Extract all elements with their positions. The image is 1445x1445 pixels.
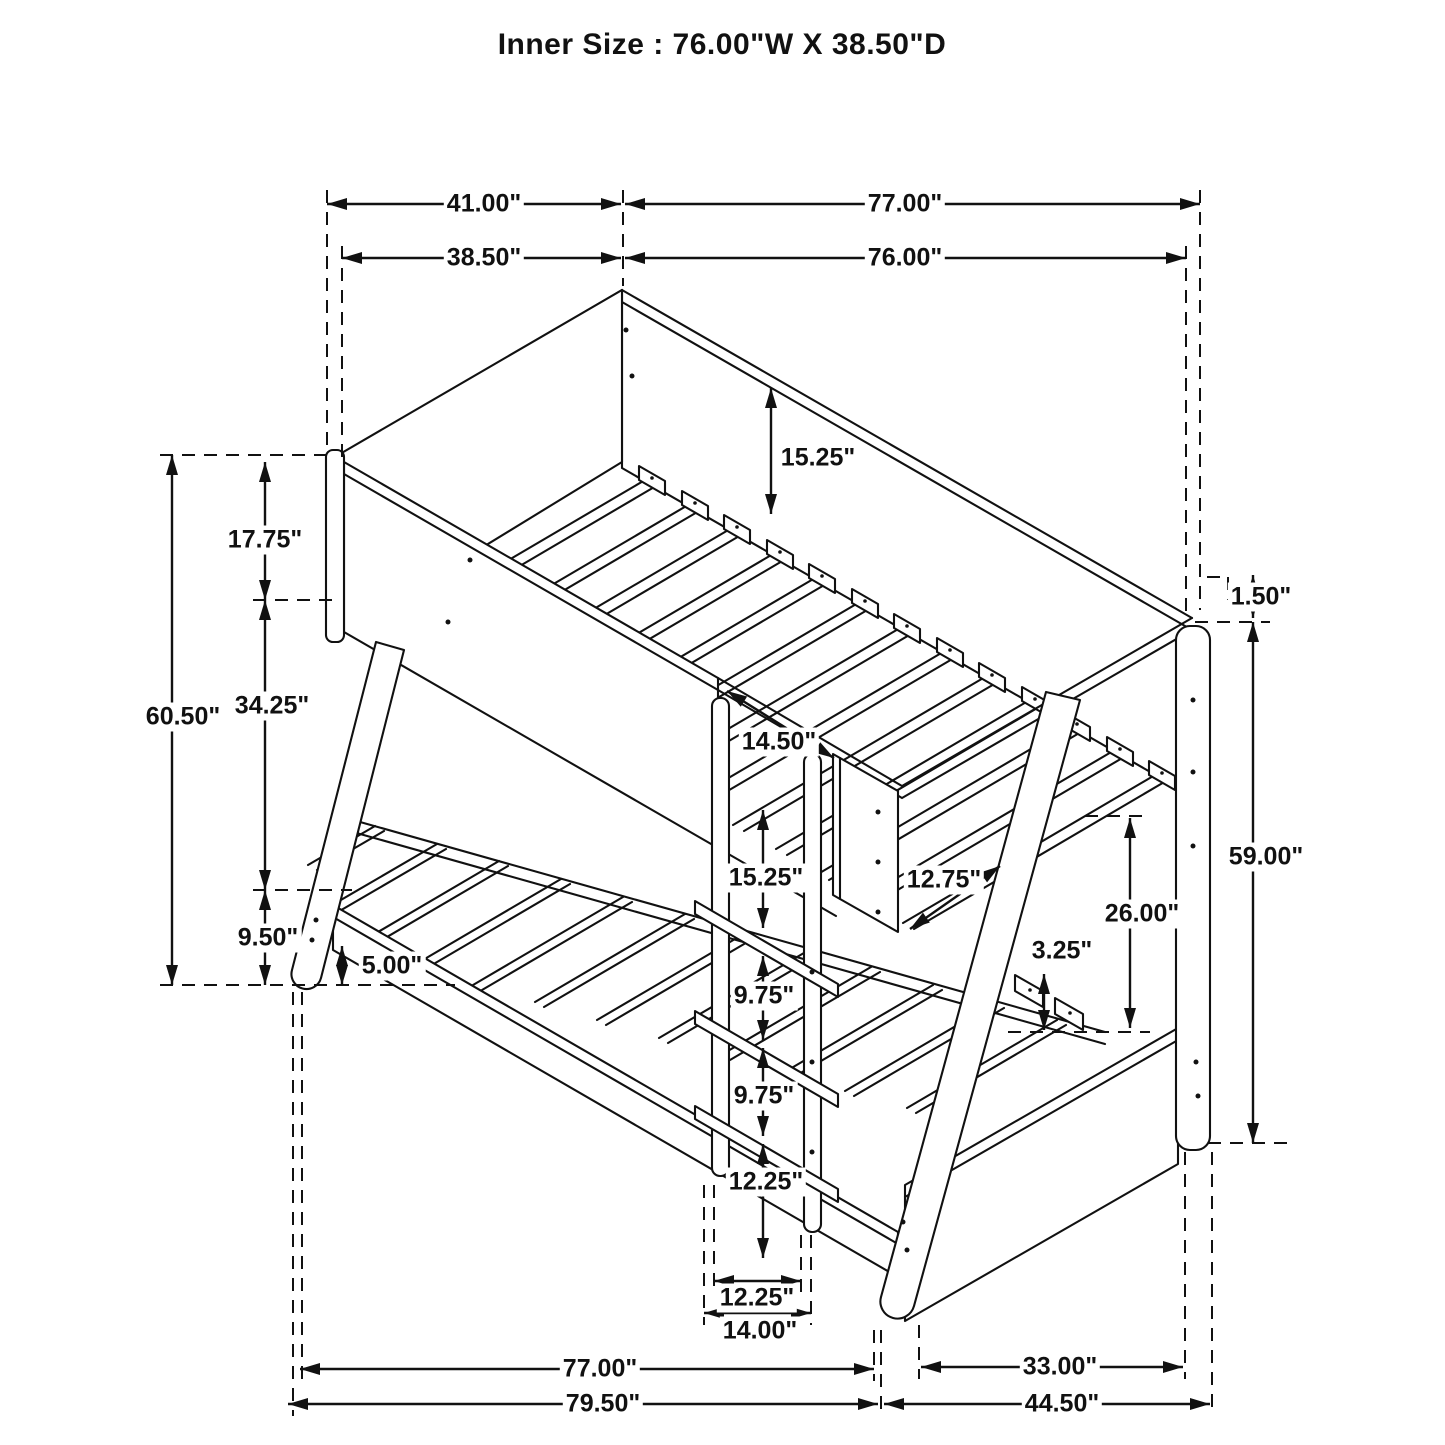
ladder-right-rail xyxy=(804,754,821,1232)
dim-overall-height-label: 60.50" xyxy=(143,703,223,732)
dim-top-depth-inner-label: 38.50" xyxy=(444,244,524,273)
ladder xyxy=(695,698,838,1232)
dim-upper-guard-depth-label: 15.25" xyxy=(778,444,858,473)
bed-structure xyxy=(291,290,1210,1321)
dim-slat-block-height-label: 3.25" xyxy=(1029,937,1096,966)
dim-ladder-width-inner-label: 12.25" xyxy=(717,1284,797,1313)
dim-top-length-inner-label: 76.00" xyxy=(865,244,945,273)
dim-bunk-spacing-label: 34.25" xyxy=(232,692,312,721)
guard-rail xyxy=(833,754,898,932)
dim-foot-end-overall-label: 44.50" xyxy=(1022,1390,1102,1419)
head-post xyxy=(326,450,344,642)
dim-overall-length-label: 79.50" xyxy=(563,1390,643,1419)
dim-upper-rail-height-label: 17.75" xyxy=(225,526,305,555)
dim-bunk-clearance-label: 26.00" xyxy=(1102,900,1182,929)
dim-bottom-length-label: 77.00" xyxy=(560,1355,640,1384)
dim-guard-rail-height-label: 12.75" xyxy=(904,866,984,895)
right-rear-leg xyxy=(1176,626,1210,1150)
dim-lower-bunk-height-label: 9.50" xyxy=(235,924,302,953)
dim-rung-spacing-lower-label: 9.75" xyxy=(731,1082,798,1111)
dim-foot-end-width-label: 33.00" xyxy=(1020,1353,1100,1382)
dim-ladder-bottom-label: 12.25" xyxy=(726,1168,806,1197)
dim-top-depth-outer-label: 41.00" xyxy=(444,190,524,219)
dim-ladder-top-spacing-label: 15.25" xyxy=(726,864,806,893)
dim-leg-foot-height-label: 5.00" xyxy=(359,952,426,981)
dim-right-leg-height-label: 59.00" xyxy=(1226,843,1306,872)
ladder-left-rail xyxy=(712,698,729,1176)
dim-ladder-width-outer-label: 14.00" xyxy=(720,1317,800,1346)
dim-ladder-opening-label: 14.50" xyxy=(739,728,819,757)
dim-rung-spacing-upper-label: 9.75" xyxy=(731,982,798,1011)
dim-top-length-outer-label: 77.00" xyxy=(865,190,945,219)
dim-rail-thickness-label: 1.50" xyxy=(1228,583,1295,612)
drawing-title: Inner Size : 76.00"W X 38.50"D xyxy=(497,28,947,61)
top-bunk-panels xyxy=(326,290,718,848)
bottom-bunk xyxy=(308,820,1178,1321)
